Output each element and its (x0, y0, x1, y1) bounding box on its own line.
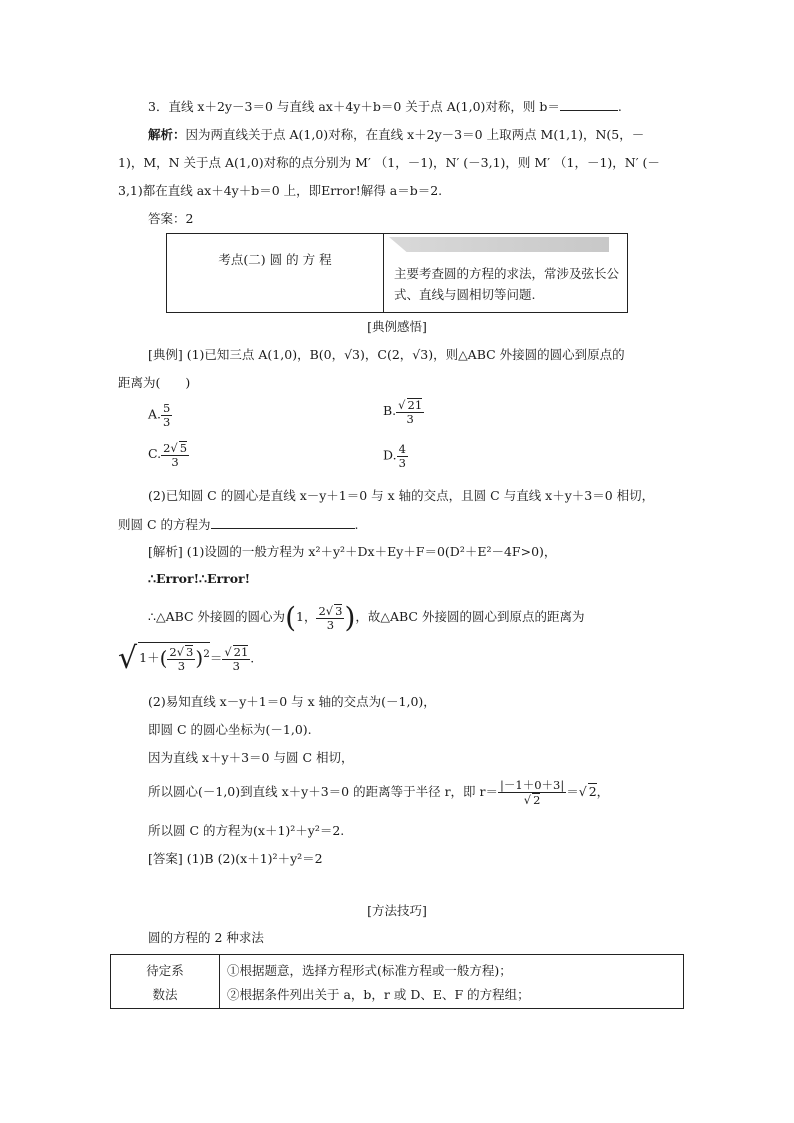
solution-s4 (118, 640, 254, 678)
method-step-2: ②根据条件列出关于 a，b，r 或 D、E、F 的方程组； (227, 987, 530, 1003)
solution-s4-denominator: 3 (177, 658, 186, 673)
solution-s3-denominator: 3 (326, 617, 335, 632)
option-b-radicand: 21 (407, 398, 423, 412)
question-3 (148, 98, 622, 115)
radical-body (138, 642, 210, 672)
solution-s4-fraction (167, 645, 195, 672)
question-3-text: 3．直线 x＋2y－3＝0 与直线 ax＋4y＋b＝0 关于点 A(1,0)对称，则 b＝ (148, 99, 560, 114)
option-c-fraction (161, 441, 189, 468)
solution-s8-denominator: √ 2 (523, 792, 541, 807)
solution-s8: 所以圆心(－1,0)到直线 x＋y＋3＝0 的距离等于半径 r，即 r＝ $\frac{|-1+0+3|}{√ 2}$ ＝√ 2， (148, 778, 610, 807)
solution-s4-result-denominator: 3 (232, 658, 240, 673)
solution-s4-end: . (250, 650, 255, 666)
method-step-1: ①根据题意，选择方程形式(标准方程或一般方程)； (227, 963, 512, 978)
solution-s4-result (222, 645, 250, 672)
option-d-fraction (397, 443, 408, 469)
topic-banner-decoration (389, 237, 609, 252)
example-p1-line1: [典例] (1)已知三点 A(1,0)，B(0，√3)，C(2，√3)，则△ABC 外接圆的圆心到原点的 (148, 347, 625, 362)
option-a-denominator: 3 (163, 414, 171, 429)
left-paren: ( (285, 601, 296, 634)
inner-left-paren: ( (159, 646, 168, 671)
solution-s3-post: ，故△ABC 外接圆的圆心到原点的距离为 (355, 609, 585, 624)
method-row-label-2: 数法 (152, 987, 178, 1003)
question-3-end: . (617, 99, 622, 114)
solution-s3-radicand: 3 (335, 603, 343, 618)
method-table (110, 954, 684, 1009)
solution-s8-end: ， (596, 784, 610, 800)
inner-right-paren: ) (195, 646, 204, 671)
solution-line-2: 1)，M，N 关于点 A(1,0)对称的点分别为 M′ （1，－1)，N′ (－3,1)，则 M′ （1，－1)，N′ (－ (118, 155, 660, 170)
topic-box (166, 233, 628, 313)
option-d-label: D. (383, 447, 397, 463)
topic-divider (383, 234, 384, 312)
example-p1-line2: 距离为( ) (118, 375, 191, 390)
solution-line-3: 3,1)都在直线 ax＋4y＋b＝0 上，即Error!解得 a＝b＝2. (118, 183, 443, 198)
solution-s8-result-radicand: 2 (588, 784, 597, 800)
solution-s5: (2)易知直线 x－y＋1＝0 与 x 轴的交点为(－1,0)， (148, 694, 436, 709)
answer-blank (560, 98, 618, 111)
option-c-label: C. (148, 446, 162, 462)
solution-s8-fraction (498, 779, 566, 806)
option-d-denominator: 3 (398, 455, 406, 470)
solution-s3 (148, 600, 584, 635)
method-row-label (111, 959, 219, 1008)
solution-s4-equals: ＝ (209, 650, 223, 666)
option-b-numerator: √ 21 (398, 398, 423, 412)
option-a (148, 402, 172, 428)
topic-description: 主要考查圆的方程的求法，常涉及弦长公式、直线与圆相切等问题. (394, 266, 620, 303)
option-c-coefficient: 2 (163, 441, 171, 455)
topic-label: 考点(二) 圆 的 方 程 (218, 252, 332, 267)
solution-s7: 因为直线 x＋y＋3＝0 与圆 C 相切， (148, 750, 354, 765)
solution-line-1 (148, 127, 644, 143)
example-p2-line2 (118, 516, 359, 533)
option-b-label: B. (383, 403, 397, 419)
answer-blank-2 (211, 516, 355, 529)
method-intro: 圆的方程的 2 种求法 (148, 930, 264, 945)
method-row-label-1: 待定系 (146, 963, 184, 978)
solution-s3-fraction (316, 604, 344, 631)
example-p2-end: . (354, 517, 359, 532)
solution-s8-equals: ＝ (566, 784, 579, 800)
solution-s1: [解析] (1)设圆的一般方程为 x²＋y²＋Dx＋Ey＋F＝0(D²＋E²－4F>0)， (148, 544, 557, 559)
option-d-numerator: 4 (398, 442, 406, 456)
example-p2-text: 则圆 C 的方程为 (118, 517, 211, 532)
method-steps (227, 959, 530, 1008)
solution-s3-numerator: 2√ 3 (318, 603, 343, 618)
solution-s4-result-numerator: √ 21 (224, 645, 249, 660)
solution-text-1: 因为两直线关于点 A(1,0)对称，在直线 x＋2y－3＝0 上取两点 M(1,1)，N(5，－ (185, 127, 645, 142)
solution-label: 解析： (148, 127, 186, 142)
option-b (383, 398, 424, 425)
option-d (383, 443, 408, 469)
solution-s4-radicand: 3 (186, 645, 194, 660)
radical-sign: √ (118, 641, 138, 676)
right-paren: ) (344, 601, 356, 634)
example-heading: [典例感悟] (367, 319, 427, 334)
answer-line: 答案：2 (148, 211, 194, 226)
option-a-numerator: 5 (163, 401, 171, 415)
solution-s4-square: 2 (203, 648, 210, 661)
option-b-denominator: 3 (406, 411, 414, 426)
solution-s4-coef: 2 (169, 645, 177, 660)
solution-s4-one: 1＋ (139, 650, 160, 666)
option-a-fraction (161, 402, 172, 428)
solution-answer: [答案] (1)B (2)(x＋1)²＋y²＝2 (148, 851, 323, 866)
solution-s8-den-radicand: 2 (533, 792, 541, 807)
method-table-divider (219, 955, 220, 1008)
solution-s4-numerator: 2√ 3 (169, 645, 194, 660)
solution-s8-pre: 所以圆心(－1,0)到直线 x＋y＋3＝0 的距离等于半径 r，即 r＝ (148, 784, 498, 800)
option-c-radicand: 5 (179, 441, 188, 455)
method-heading: [方法技巧] (367, 903, 427, 918)
solution-s6: 即圆 C 的圆心坐标为(－1,0). (148, 722, 312, 737)
solution-s3-coef: 2 (318, 603, 326, 618)
option-b-fraction (396, 398, 424, 425)
solution-s8-numerator: |－1＋0＋3| (500, 778, 565, 792)
option-a-label: A. (148, 406, 162, 422)
solution-s3-pre: ∴△ABC 外接圆的圆心为 (148, 609, 286, 624)
example-p2-line1: (2)已知圆 C 的圆心是直线 x－y＋1＝0 与 x 轴的交点，且圆 C 与直线 x＋y＋3＝0 相切， (148, 488, 655, 503)
option-c-denominator: 3 (171, 454, 179, 469)
option-c (148, 441, 189, 468)
solution-s4-result-radicand: 21 (233, 645, 249, 660)
solution-s2: ∴Error!∴Error! (148, 571, 251, 586)
option-c-numerator: 2√ 5 (163, 441, 188, 455)
solution-s9: 所以圆 C 的方程为(x＋1)²＋y²＝2. (148, 823, 345, 838)
solution-s3-one: 1， (296, 609, 317, 624)
